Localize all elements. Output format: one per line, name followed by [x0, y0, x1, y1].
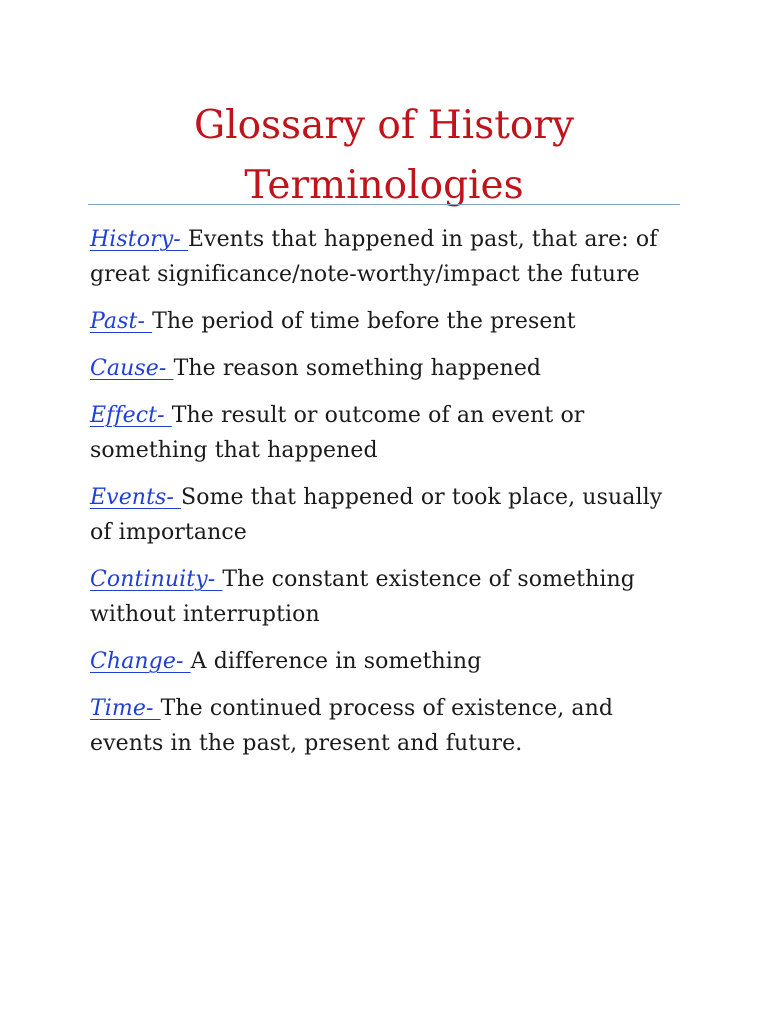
definition-change: A difference in something — [190, 649, 482, 674]
definition-history: Events that happened in past, that are: of great significance/note-worthy/impact the future — [90, 227, 658, 287]
definition-past: The period of time before the present — [152, 309, 576, 334]
term-continuity: Continuity- — [90, 567, 223, 592]
glossary-list — [90, 222, 680, 773]
definition-time: The continued process of existence, and events in the past, present and future. — [90, 696, 614, 756]
glossary-entry-history — [90, 222, 680, 292]
glossary-entry-past — [90, 304, 680, 339]
glossary-entry-effect — [90, 398, 680, 468]
glossary-entry-change — [90, 644, 680, 679]
glossary-entry-events — [90, 480, 680, 550]
glossary-entry-cause — [90, 351, 680, 386]
term-time: Time- — [90, 696, 161, 721]
term-history: History- — [90, 227, 188, 252]
term-past: Past- — [90, 309, 153, 334]
glossary-entry-continuity — [90, 562, 680, 632]
definition-effect: The result or outcome of an event or something that happened — [90, 403, 585, 463]
title-divider — [88, 204, 680, 205]
title-line-2: Terminologies — [244, 163, 524, 208]
definition-continuity: The constant existence of something without interruption — [90, 567, 635, 627]
title-line-1: Glossary of History — [193, 103, 575, 148]
term-cause: Cause- — [90, 356, 174, 381]
glossary-entry-time — [90, 691, 680, 761]
page-title — [88, 96, 680, 216]
definition-cause: The reason something happened — [173, 356, 542, 381]
term-effect: Effect- — [90, 403, 172, 428]
definition-events: Some that happened or took place, usually of importance — [90, 485, 663, 545]
term-events: Events- — [90, 485, 182, 510]
term-change: Change- — [90, 649, 191, 674]
